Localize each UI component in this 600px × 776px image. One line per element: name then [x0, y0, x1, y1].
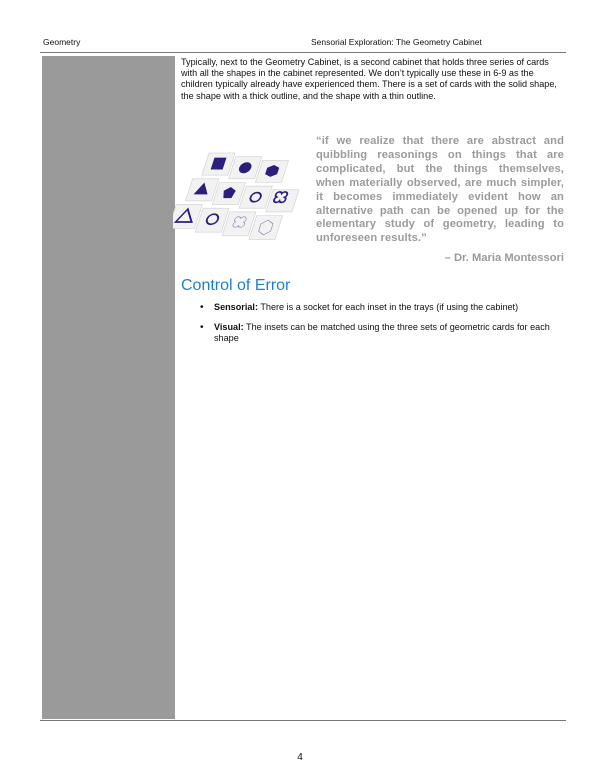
page-number: 4 — [297, 752, 303, 763]
bullet-text: There is a socket for each inset in the trays (if using the cabinet) — [257, 302, 519, 312]
control-of-error-list — [200, 302, 566, 354]
list-item — [200, 302, 566, 313]
list-item — [200, 322, 566, 344]
bullet-label: Visual: — [214, 322, 244, 333]
quote-attribution: – Dr. Maria Montessori — [444, 252, 564, 264]
montessori-quote: “if we realize that there are abstract and quibbling reasonings on things that are complicated, but the things themselves, when materially observed, are much simpler, it becomes immediately evident how an alternative path can be opened up for the elementary study of geometry, leading to unforeseen results.” — [316, 135, 564, 245]
header-right: Sensorial Exploration: The Geometry Cabinet — [311, 37, 482, 47]
control-of-error-heading: Control of Error — [181, 277, 291, 294]
sidebar-panel — [42, 56, 175, 719]
header-rule — [40, 52, 566, 53]
bullet-label: Sensorial: — [214, 302, 258, 312]
geometry-cards-photo — [173, 145, 309, 245]
bullet-text: The insets can be matched using the three sets of geometric cards for each shape — [214, 322, 550, 344]
cards-perspective — [173, 153, 309, 239]
header-left: Geometry — [43, 37, 81, 47]
intro-paragraph: Typically, next to the Geometry Cabinet, is a second cabinet that holds three series of cards with all the shapes in the cabinet represented. We don’t typically use these in 6-9 as the children typically already have experienced them. There is a set of cards with the solid shape, the shape with a thick outline, and the shape with a thin outline. — [181, 57, 557, 101]
footer-rule — [40, 720, 566, 721]
